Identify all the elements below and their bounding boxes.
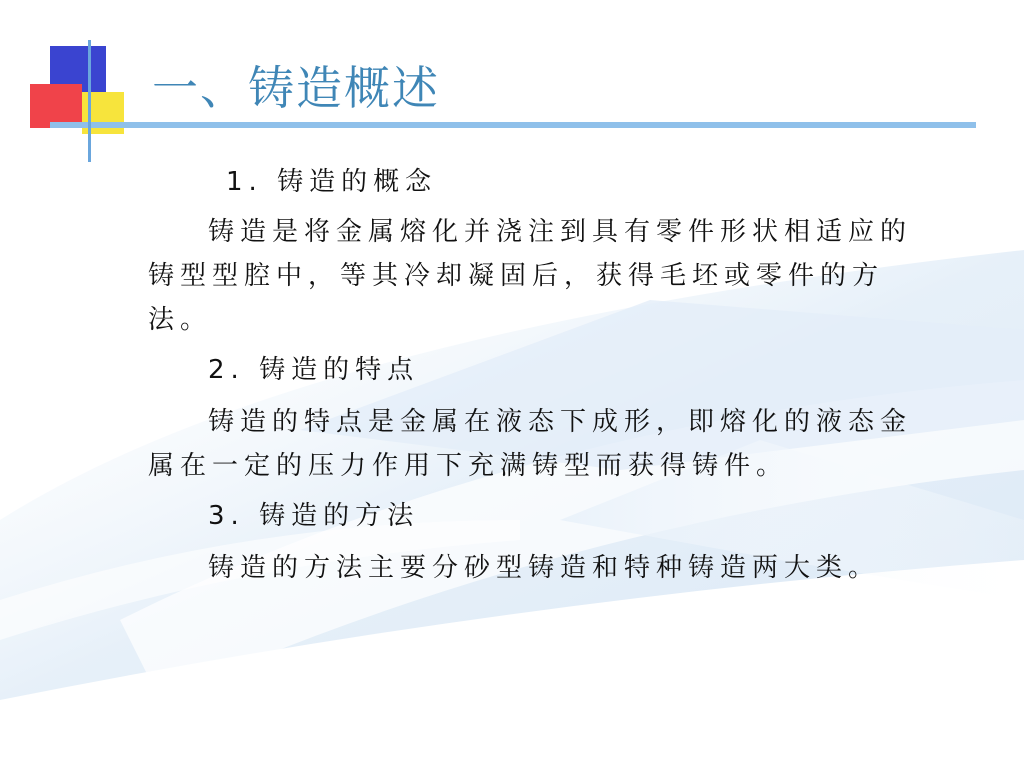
- section-heading-concept: 1. 铸造的概念: [226, 167, 438, 197]
- corner-deco-vertical-line: [88, 40, 91, 162]
- section-heading-features: 2. 铸造的特点: [208, 355, 420, 385]
- title-underline: [50, 122, 976, 128]
- section-text-concept: 铸造是将金属熔化并浇注到具有零件形状相适应的铸型型腔中，等其冷却凝固后，获得毛坯或零件的方法。: [148, 217, 913, 335]
- slide-body: [148, 160, 938, 590]
- slide-title: 一、铸造概述: [152, 61, 440, 115]
- section-heading-methods: 3. 铸造的方法: [208, 501, 420, 531]
- section-text-methods: 铸造的方法主要分砂型铸造和特种铸造两大类。: [208, 553, 881, 583]
- section-text-features: 铸造的特点是金属在液态下成形，即熔化的液态金属在一定的压力作用下充满铸型而获得铸件。: [148, 407, 913, 481]
